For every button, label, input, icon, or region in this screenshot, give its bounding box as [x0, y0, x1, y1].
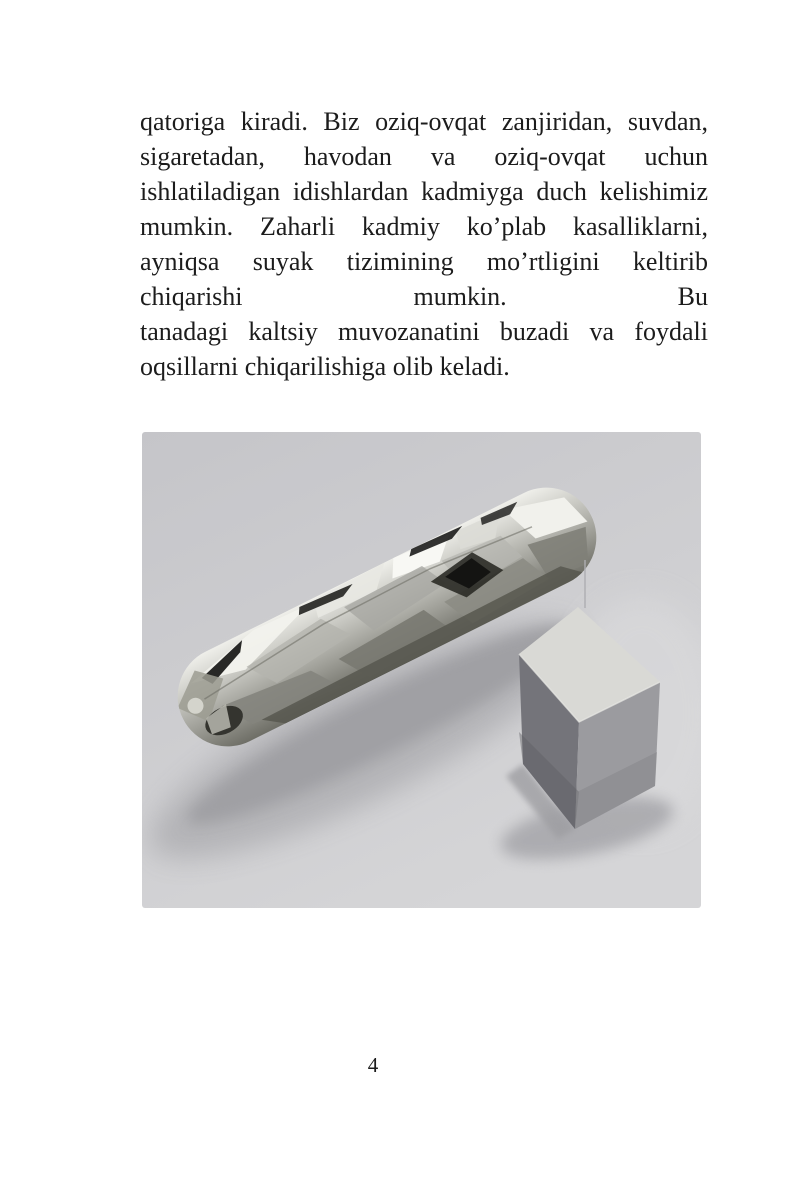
- paragraph-line: tanadagi kaltsiy muvozanatini buzadi va foydali: [140, 317, 708, 346]
- figure-cadmium-photo: [142, 432, 701, 908]
- paragraph-line: oqsillarni chiqarilishiga olib keladi.: [140, 352, 510, 381]
- paragraph-line: sigaretadan, havodan va oziq-ovqat uchun: [140, 142, 708, 171]
- paragraph-line: qatoriga kiradi. Biz oziq-ovqat zanjiridan, suvdan,: [140, 107, 708, 136]
- page-number: 4: [367, 1053, 379, 1077]
- paragraph-line: chiqarishi mumkin. Bu: [140, 282, 708, 311]
- cadmium-photo-drawing: [142, 432, 701, 908]
- paragraph-line: ishlatiladigan idishlardan kadmiyga duch kelishimiz: [140, 177, 708, 206]
- paragraph-line: ayniqsa suyak tizimining mo’rtligini keltirib: [140, 247, 708, 276]
- paragraph-line: mumkin. Zaharli kadmiy ko’plab kasalliklarni,: [140, 212, 708, 241]
- body-paragraph: [140, 104, 708, 384]
